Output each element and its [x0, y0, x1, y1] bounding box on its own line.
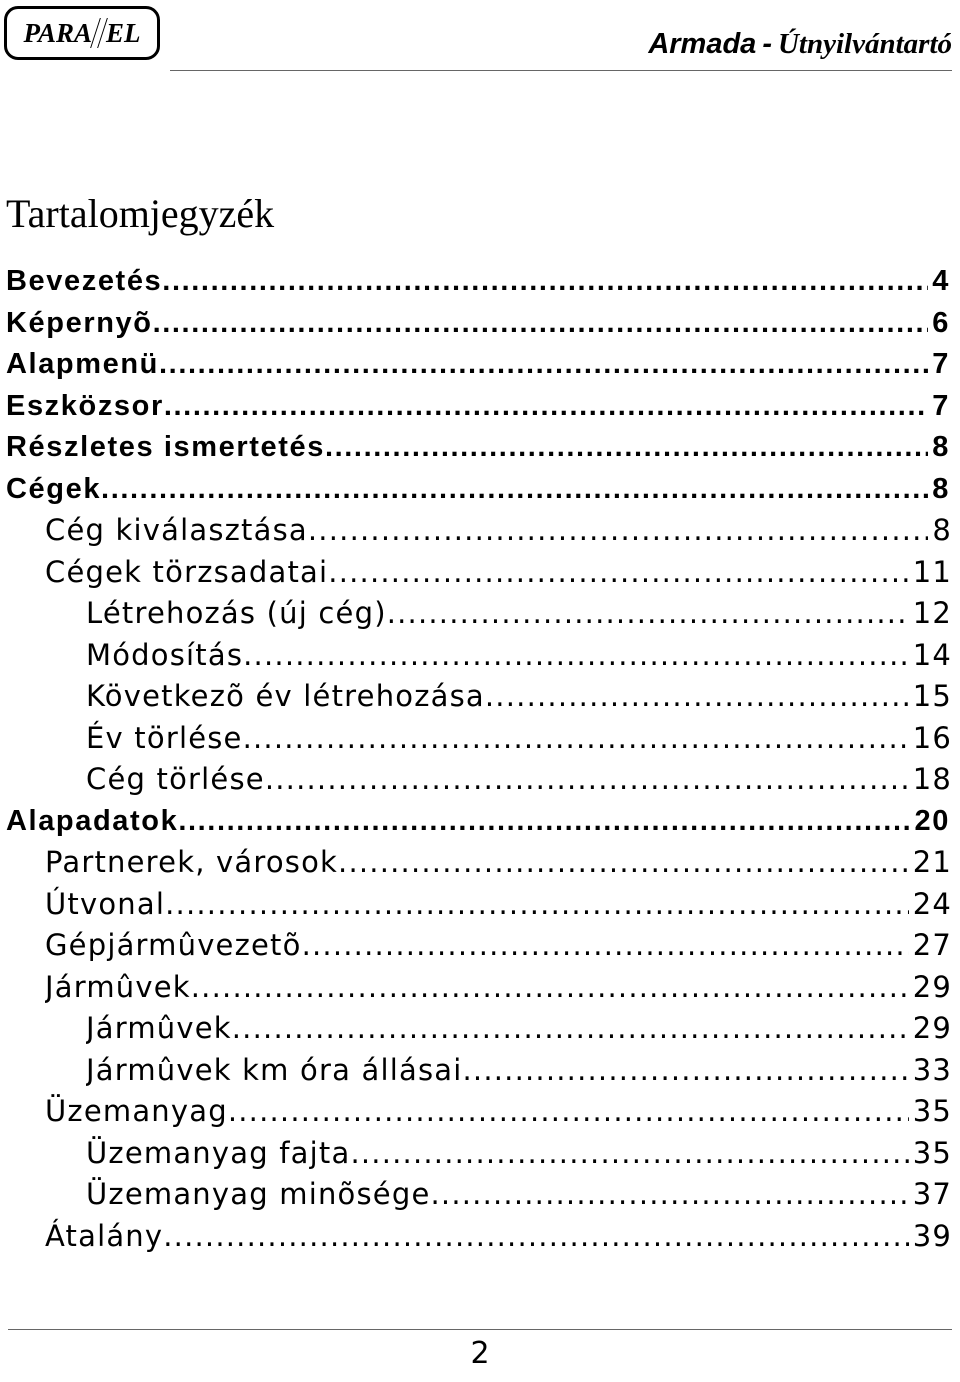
- toc-entry-page-number: 33: [912, 1053, 952, 1087]
- toc-entry-label: Alapadatok: [6, 805, 179, 837]
- toc-dot-leader: [430, 1177, 908, 1211]
- toc-entry[interactable]: [45, 549, 952, 589]
- toc-entry-label: Létrehozás (új cég): [86, 596, 387, 630]
- toc-entry-label: Részletes ismertetés: [6, 431, 325, 463]
- toc-entry-page-number: 29: [912, 970, 952, 1004]
- toc-entry[interactable]: [86, 756, 952, 796]
- toc-dot-leader: [178, 805, 910, 838]
- app-subtitle: Útnyilvántartó: [777, 28, 952, 60]
- toc-entry[interactable]: [86, 1171, 952, 1211]
- toc-dot-leader: [243, 638, 909, 672]
- toc-entry-page-number: 7: [932, 390, 950, 422]
- toc-entry-page-number: 27: [912, 928, 952, 962]
- toc-entry-label: Következõ év létrehozása: [86, 679, 485, 713]
- document-header-title: [648, 26, 952, 61]
- toc-dot-leader: [165, 887, 909, 921]
- logo-text-left: PARA: [23, 17, 92, 48]
- toc-entry-page-number: 18: [912, 762, 952, 796]
- toc-entry-label: Év törlése: [86, 721, 243, 755]
- toc-entry-label: Átalány: [45, 1219, 164, 1253]
- toc-entry-label: Bevezetés: [6, 265, 163, 297]
- toc-entry-page-number: 14: [912, 638, 952, 672]
- toc-dot-leader: [302, 928, 909, 962]
- toc-dot-leader: [153, 307, 929, 340]
- toc-dot-leader: [191, 970, 909, 1004]
- toc-entry[interactable]: [45, 1213, 952, 1253]
- toc-entry-page-number: 11: [912, 555, 952, 589]
- app-name: Armada: [648, 28, 757, 60]
- toc-entry[interactable]: [86, 1005, 952, 1045]
- toc-dot-leader: [485, 679, 909, 713]
- toc-entry[interactable]: [6, 383, 950, 423]
- toc-heading: Tartalomjegyzék: [6, 191, 275, 236]
- toc-entry-page-number: 21: [912, 845, 952, 879]
- toc-entry[interactable]: [86, 590, 952, 630]
- company-logo: [4, 6, 160, 60]
- toc-entry-page-number: 4: [932, 265, 950, 297]
- toc-entry-page-number: 37: [912, 1177, 952, 1211]
- toc-dot-leader: [101, 473, 928, 506]
- toc-entry[interactable]: [86, 632, 952, 672]
- toc-entry-page-number: 6: [932, 307, 950, 339]
- toc-entry-page-number: 35: [912, 1136, 952, 1170]
- toc-dot-leader: [232, 1011, 909, 1045]
- toc-dot-leader: [228, 1094, 909, 1128]
- toc-entry-label: Eszközsor: [6, 390, 164, 422]
- toc-entry-page-number: 35: [912, 1094, 952, 1128]
- toc-entry-label: Cég törlése: [86, 762, 265, 796]
- toc-entry-page-number: 16: [912, 721, 952, 755]
- toc-entry-page-number: 15: [912, 679, 952, 713]
- toc-entry-label: Módosítás: [86, 638, 244, 672]
- toc-dot-leader: [350, 1136, 908, 1170]
- toc-entry-label: Jármûvek: [45, 970, 191, 1004]
- toc-entry-page-number: 7: [932, 348, 950, 380]
- toc-entry-label: Üzemanyag fajta: [86, 1136, 351, 1170]
- toc-entry[interactable]: [45, 1088, 952, 1128]
- toc-entry-label: Jármûvek: [86, 1011, 232, 1045]
- toc-dot-leader: [387, 596, 909, 630]
- toc-entry-label: Útvonal: [45, 887, 166, 921]
- logo-text-right: EL: [106, 17, 141, 48]
- toc-entry-label: Cégek törzsadatai: [45, 555, 329, 589]
- toc-dot-leader: [162, 265, 928, 298]
- header-divider: [170, 70, 952, 71]
- toc-entry[interactable]: [86, 715, 952, 755]
- toc-dot-leader: [463, 1053, 909, 1087]
- toc-dot-leader: [243, 721, 909, 755]
- toc-entry[interactable]: [86, 1130, 952, 1170]
- toc-entry-page-number: 24: [912, 887, 952, 921]
- toc-entry-label: Jármûvek km óra állásai: [86, 1053, 463, 1087]
- toc-dot-leader: [164, 390, 928, 423]
- toc-dot-leader: [159, 348, 928, 381]
- toc-entry[interactable]: [6, 258, 950, 298]
- toc-entry[interactable]: [45, 507, 952, 547]
- toc-entry-label: Alapmenü: [6, 348, 159, 380]
- toc-entry-label: Cég kiválasztása: [45, 513, 308, 547]
- toc-entry[interactable]: [6, 798, 950, 838]
- toc-entry-label: Képernyõ: [6, 307, 153, 339]
- toc-dot-leader: [328, 555, 908, 589]
- toc-entry-page-number: 12: [912, 596, 952, 630]
- toc-entry[interactable]: [86, 673, 952, 713]
- toc-entry[interactable]: [6, 341, 950, 381]
- toc-entry-page-number: 8: [932, 513, 952, 547]
- toc-dot-leader: [163, 1219, 908, 1253]
- toc-entry[interactable]: [45, 881, 952, 921]
- toc-entry-page-number: 39: [912, 1219, 952, 1253]
- toc-entry[interactable]: [6, 300, 950, 340]
- toc-entry-page-number: 20: [914, 805, 950, 837]
- toc-entry[interactable]: [6, 466, 950, 506]
- toc-dot-leader: [265, 762, 909, 796]
- toc-entry-label: Üzemanyag minõsége: [86, 1177, 431, 1211]
- toc-entry-page-number: 8: [932, 473, 950, 505]
- toc-dot-leader: [308, 513, 928, 547]
- toc-entry[interactable]: [86, 1047, 952, 1087]
- toc-entry-label: Partnerek, városok: [45, 845, 339, 879]
- toc-entry[interactable]: [45, 839, 952, 879]
- toc-entry[interactable]: [45, 922, 952, 962]
- toc-entry-label: Üzemanyag: [45, 1094, 228, 1128]
- toc-entry-page-number: 8: [932, 431, 950, 463]
- toc-entry-label: Cégek: [6, 473, 102, 505]
- page-number: 2: [470, 1336, 490, 1371]
- toc-entry[interactable]: [45, 964, 952, 1004]
- footer-divider: [8, 1329, 952, 1330]
- title-separator: -: [762, 28, 772, 60]
- page-header: [0, 0, 960, 72]
- toc-entry-label: Gépjármûvezetõ: [45, 928, 302, 962]
- toc-dot-leader: [338, 845, 909, 879]
- toc-entry[interactable]: [6, 424, 950, 464]
- toc-entry-page-number: 29: [912, 1011, 952, 1045]
- toc-dot-leader: [325, 431, 928, 464]
